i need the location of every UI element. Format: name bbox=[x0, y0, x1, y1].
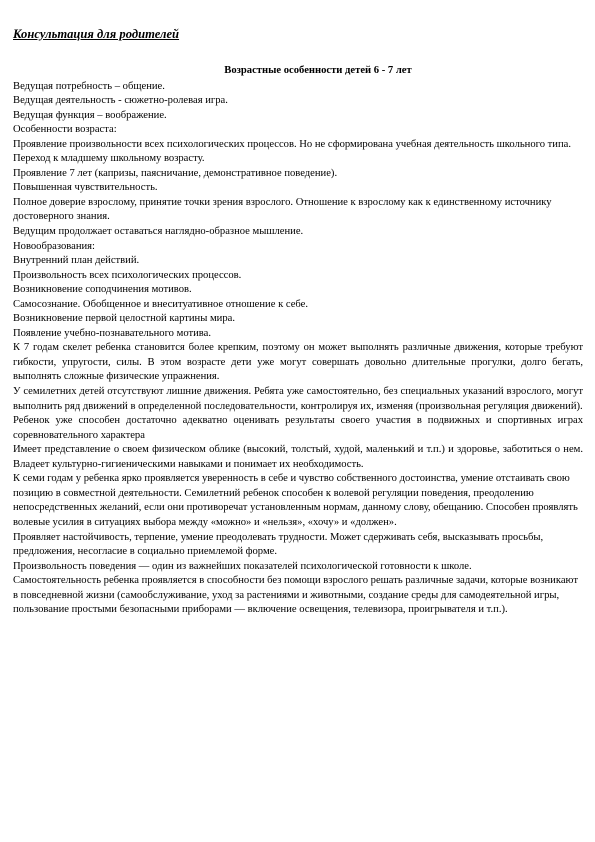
paragraph-leading-activity: Ведущая деятельность - сюжетно-ролевая игра. bbox=[13, 95, 228, 107]
paragraph-leading-function: Ведущая функция – воображение. bbox=[13, 109, 167, 121]
paragraph-movements: У семилетних детей отсутствуют лишние движения. Ребята уже самостоятельно, без специальных указаний взрослого, могут выполнить ряд движений в определенной последовательности, контролируя их, изменяя (произвольная регуляция движений). bbox=[13, 386, 583, 412]
paragraph-self-awareness: Самосознание. Обобщенное и внеситуативное отношение к себе. bbox=[13, 298, 309, 310]
paragraph-age-features-heading: Особенности возраста: bbox=[13, 124, 117, 136]
document-body bbox=[13, 26, 583, 618]
document-title: Консультация для родителей bbox=[13, 27, 180, 41]
paragraph-physical-image: Имеет представление о своем физическом облике (высокий, толстый, худой, маленький и т.п.) и здоровье, заботиться о нем. Владеет культурно-гигиеническими навыками и понимает их необходимость. bbox=[13, 444, 583, 470]
paragraph-motives: Возникновение соподчинения мотивов. bbox=[13, 284, 192, 296]
paragraph-arbitrariness: Проявление произвольности всех психологических процессов. Но не сформирована учебная деятельность школьного типа. bbox=[13, 138, 571, 150]
paragraph-learning-motive: Появление учебно-познавательного мотива. bbox=[13, 327, 211, 339]
paragraph-leading-need: Ведущая потребность – общение. bbox=[13, 80, 165, 92]
document-subtitle: Возрастные особенности детей 6 - 7 лет bbox=[224, 65, 412, 76]
paragraph-persistence: Проявляет настойчивость, терпение, умение преодолевать трудности. Может сдерживать себя, высказывать просьбы, предложения, несогласие в социально приемлемой форме. bbox=[13, 531, 544, 558]
paragraph-sensitivity: Повышенная чувствительность. bbox=[13, 182, 158, 194]
paragraph-inner-plan: Внутренний план действий. bbox=[13, 255, 140, 267]
paragraph-thinking: Ведущим продолжает оставаться наглядно-образное мышление. bbox=[13, 226, 304, 238]
paragraph-transition: Переход к младшему школьному возрасту. bbox=[13, 153, 205, 165]
paragraph-school-readiness: Произвольность поведения — один из важнейших показателей психологической готовности к школе. bbox=[13, 560, 472, 572]
paragraph-trust-adult: Полное доверие взрослому, принятие точки зрения взрослого. Отношение к взрослому как к единственному источнику достоверного знания. bbox=[13, 196, 552, 223]
paragraph-self-confidence: К семи годам у ребенка ярко проявляется уверенность в себе и чувство собственного достоинства, умение отстаивать свою позицию в совместной деятельности. Семилетний ребенок способен к волевой регуляции поведения, преодолению непосредственных желаний, если они противоречат установленным нормам, данному слову, обещанию. Способен проявлять волевые усилия в ситуациях выбора между «можно» и «нельзя», «хочу» и «должен». bbox=[13, 473, 578, 528]
paragraph-skeleton: К 7 годам скелет ребенка становится более крепким, поэтому он может выполнять различные движения, которые требуют гибкости, упругости, силы. В этом возрасте дети уже могут совершать довольно длительные прогулки, долго бегать, выполнять сложные физические упражнения. bbox=[13, 342, 583, 383]
paragraph-world-picture: Возникновение первой целостной картины мира. bbox=[13, 313, 235, 325]
paragraph-arbitrariness-processes: Произвольность всех психологических процессов. bbox=[13, 269, 242, 281]
paragraph-games: Ребенок уже способен достаточно адекватно оценивать результаты своего участия в подвижных и спортивных играх соревновательного характера bbox=[13, 415, 583, 441]
paragraph-independence: Самостоятельность ребенка проявляется в способности без помощи взрослого решать различные задачи, которые возникают в повседневной жизни (самообслуживание, уход за растениями и животными, создание среды для самодеятельной игры, пользование простыми безопасными приборами — включение освещения, телевизора, проигрывателя и т.п.). bbox=[13, 575, 578, 616]
paragraph-crisis-7: Проявление 7 лет (капризы, паясничание, демонстративное поведение). bbox=[13, 167, 338, 179]
paragraph-neoformations-heading: Новообразования: bbox=[13, 240, 95, 252]
